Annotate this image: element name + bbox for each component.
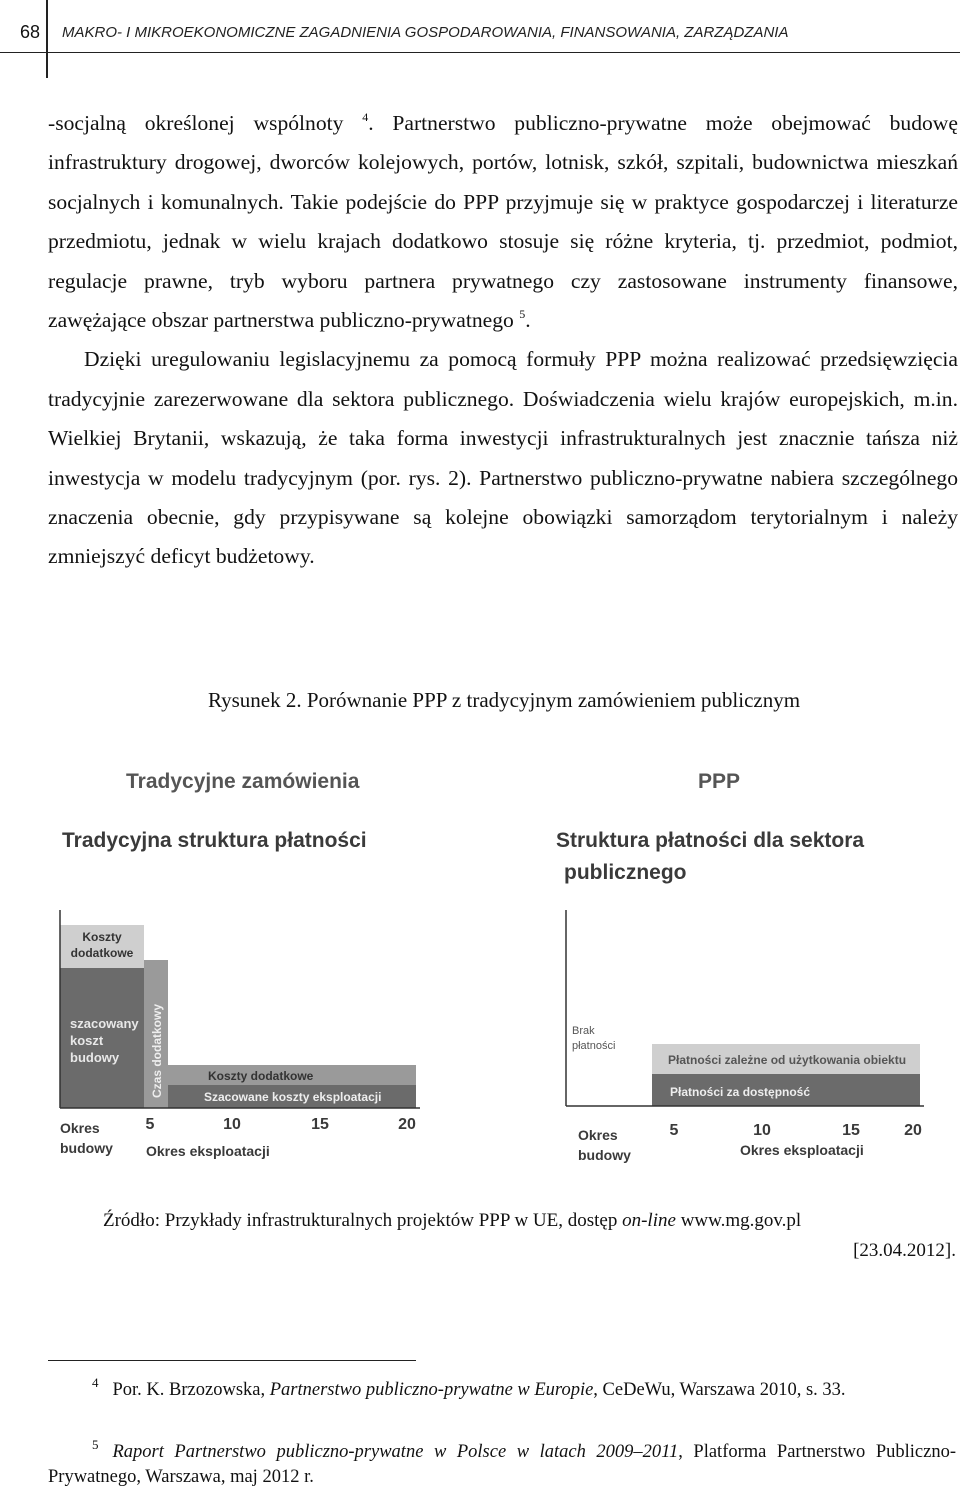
figure-source — [103, 1206, 956, 1266]
left-tick-15: 15 — [311, 1116, 329, 1133]
footnote-5-number: 5 — [92, 1437, 99, 1452]
left-subheading: Tradycyjna struktura płatności — [62, 829, 367, 852]
footnote-4-number: 4 — [92, 1375, 99, 1390]
szacowany-label-2: koszt — [70, 1033, 104, 1048]
brak-label-1: Brak — [572, 1025, 595, 1037]
right-tick-5: 5 — [669, 1122, 679, 1139]
paragraph-1-part-c: . — [525, 308, 531, 333]
left-band-top-label: Koszty dodatkowe — [208, 1069, 314, 1083]
left-okres-eksploatacji: Okres eksploatacji — [146, 1143, 270, 1159]
koszty-label-2: dodatkowe — [70, 946, 134, 960]
source-label: Źródło: — [103, 1210, 165, 1231]
paragraph-1-part-a: -socjalną określonej wspólnoty — [48, 111, 363, 135]
right-band-top-label: Płatności zależne od użytkowania obiektu — [668, 1053, 907, 1067]
left-tick-5: 5 — [145, 1116, 155, 1133]
right-band-bottom-label: Płatności za dostępność — [670, 1085, 811, 1099]
comparison-diagram — [40, 760, 940, 1180]
left-okres-budowy-1: Okres — [60, 1120, 100, 1136]
paragraph-1 — [48, 104, 958, 340]
footnote-5-title: Raport Partnerstwo publiczno-prywatne w Polsce w latach 2009–2011 — [112, 1442, 679, 1462]
figure-2 — [40, 760, 940, 1180]
footnote-5-text-b: , Platforma Partnerstwo Publiczno-Prywatnego, Warszawa, maj 2012 r. — [48, 1442, 956, 1487]
right-tick-10: 10 — [753, 1122, 771, 1139]
szacowany-label-3: budowy — [70, 1050, 120, 1065]
body-text — [48, 104, 958, 577]
footnote-4-text-b: , CeDeWu, Warszawa 2010, s. 33. — [593, 1380, 846, 1400]
source-url[interactable]: www.mg.gov.pl — [675, 1210, 802, 1231]
left-tick-20: 20 — [398, 1116, 416, 1133]
right-subheading-1: Struktura płatności dla sektora — [556, 829, 865, 852]
right-okres-budowy-1: Okres — [578, 1127, 618, 1143]
footnote-ref-5[interactable]: 5 — [519, 307, 526, 322]
right-diagram — [566, 910, 924, 1163]
figure-caption: Rysunek 2. Porównanie PPP z tradycyjnym zamówieniem publicznym — [207, 688, 801, 712]
footnote-4 — [48, 1375, 956, 1403]
right-okres-eksploatacji: Okres eksploatacji — [740, 1142, 864, 1158]
right-okres-budowy-2: budowy — [578, 1147, 631, 1163]
right-tick-15: 15 — [842, 1122, 860, 1139]
footnote-5 — [48, 1437, 956, 1490]
left-okres-budowy-2: budowy — [60, 1140, 113, 1156]
source-date: [23.04.2012]. — [853, 1240, 956, 1261]
paragraph-1-part-b: . Partnerstwo publiczno-prywatne może obejmować budowę infrastruktury drogowej, dworców kolejowych, portów, lotnisk, szkół, szpitali, budownictwa mieszkań socjalnych i komunalnych. Takie podejście do PPP przyjmuje się w praktyce gospodarczej i literaturze przedmiotu, jednak w wielu krajach dodatkowo stosuje się różne kryteria, tj. przedmiot, podmiot, regulacje prawne, tryb wyboru partnera prywatnego czy zastosowane instrumenty finansowe, zawężające obszar partnerstwa publiczno-prywatnego — [48, 111, 958, 333]
header-vertical-rule — [46, 0, 48, 78]
footnote-4-text-a: Por. K. Brzozowska, — [112, 1380, 270, 1400]
right-subheading-2: publicznego — [564, 861, 687, 884]
left-tick-10: 10 — [223, 1116, 241, 1133]
footnote-rule — [48, 1360, 416, 1361]
footnote-ref-4[interactable]: 4 — [362, 110, 369, 124]
source-text-a: Przykłady infrastrukturalnych projektów PPP w UE, dostęp — [164, 1210, 623, 1231]
footnote-4-title: Partnerstwo publiczno-prywatne w Europie — [269, 1380, 594, 1400]
running-title: MAKRO- I MIKROEKONOMICZNE ZAGADNIENIA GOSPODAROWANIA, FINANSOWANIA, ZARZĄDZANIA — [62, 24, 789, 41]
left-band-bottom-label: Szacowane koszty eksploatacji — [204, 1090, 382, 1104]
header-horizontal-rule — [0, 52, 960, 53]
source-online: on-line — [622, 1210, 676, 1231]
left-heading: Tradycyjne zamówienia — [126, 770, 360, 793]
right-tick-20: 20 — [904, 1122, 922, 1139]
page-number: 68 — [19, 22, 40, 42]
paragraph-2: Dzięki uregulowaniu legislacyjnemu za pomocą formuły PPP można realizować przedsięwzięcia tradycyjnie zarezerwowane dla sektora publicznego. Doświadczenia wielu krajów europejskich, m.in. Wielkiej Brytanii, wskazują, że taka forma inwestycji infrastrukturalnych jest znacznie tańsza niż inwestycja w modelu tradycyjnym (por. rys. 2). Partnerstwo publiczno-prywatne nabiera szczególnego znaczenia obecnie, gdy przypisywane są kolejne obowiązki samorządom terytorialnym i należy zmniejszyć deficyt budżetowy. — [48, 347, 958, 569]
szacowany-label-1: szacowany — [70, 1016, 139, 1031]
left-diagram — [60, 910, 420, 1159]
brak-label-2: płatności — [572, 1040, 616, 1052]
czas-dodatkowy-label: Czas dodatkowy — [150, 1003, 164, 1098]
koszty-label-1: Koszty — [82, 930, 122, 944]
right-heading: PPP — [698, 770, 741, 793]
